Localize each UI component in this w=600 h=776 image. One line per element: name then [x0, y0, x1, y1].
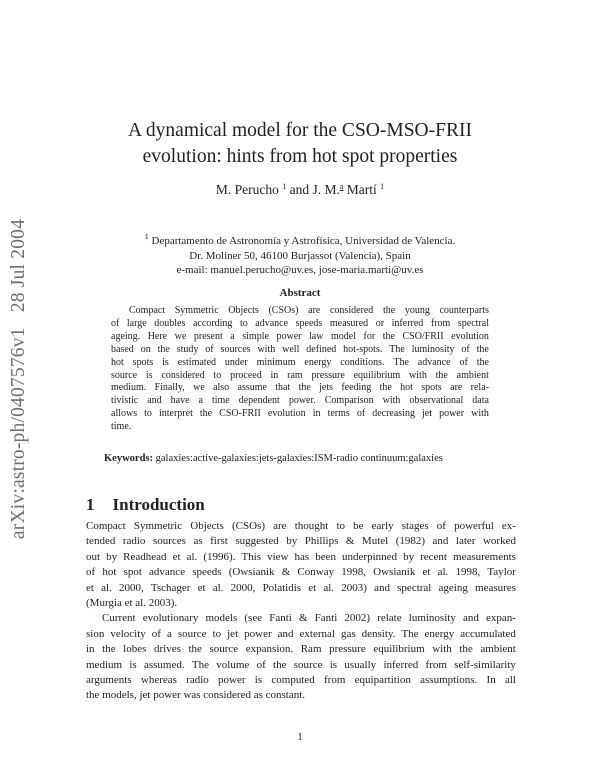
abstract-line: tivistic and have a time dependent power. Comparison with observational data: [111, 395, 489, 407]
abstract-line: hot spots is estimated under minimum energy conditions. The advance of the: [111, 356, 489, 368]
paragraph-2-line: in the lobes drives the source expansion. Ram pressure equilibrium with the ambient: [86, 643, 516, 656]
paragraph-1-line: (Murgia et al. 2003).: [86, 597, 178, 610]
paragraph-2-line: arguments whereas radio power is computed from equipartition assumptions. In all: [86, 674, 516, 687]
keywords-label: Keywords:: [104, 453, 153, 464]
author-1-affiliation-mark: 1: [282, 182, 287, 191]
paragraph-1-line: out by Readhead et al. (1996). This view has been underpinned by recent measurements: [86, 550, 516, 563]
affiliation-mark: 1: [144, 232, 149, 241]
abstract-line: medium. Finally, we also assume that the jets feeding the hot spots are rela-: [111, 382, 489, 394]
author-2-surname: Martí: [346, 182, 377, 197]
keywords-text: galaxies:active-galaxies:jets-galaxies:ISM-radio continuum:galaxies: [155, 453, 443, 464]
affiliation-line-1: [86, 230, 514, 249]
abstract-heading: Abstract: [279, 287, 321, 299]
affiliation-institution: Departamento de Astronomía y Astrofísica, Universidad de Valencia.: [151, 235, 456, 247]
abstract-line: time.: [111, 421, 132, 433]
author-list: [86, 182, 514, 198]
section-heading: [86, 495, 205, 515]
section-body: [86, 519, 516, 704]
author-1: M. Perucho: [215, 182, 279, 197]
page-number: 1: [297, 731, 303, 743]
paper-title: [86, 118, 514, 170]
abstract-body: [111, 305, 489, 434]
paragraph-1-line: tended radio sources as first suggested by Phillips & Mutel (1982) and later worked: [86, 535, 516, 548]
abstract-line: Compact Symmetric Objects (CSOs) are considered the young counterparts: [129, 305, 489, 316]
affiliation-block: [86, 230, 514, 278]
paragraph-2-line: sion velocity of a source to jet power and external gas density. The energy accumulated: [86, 627, 516, 640]
paragraph-2-line: Current evolutionary models (see Fanti & Fanti 2002) relate luminosity and expan-: [102, 612, 516, 625]
affiliation-email: e-mail: manuel.perucho@uv.es, jose-maria.marti@uv.es: [176, 264, 424, 276]
title-line-2: evolution: hints from hot spot properties: [142, 146, 458, 167]
paragraph-1-line: of hot spot advance speeds (Owsianik & Conway 1998, Owsianik et al. 1998, Taylor: [86, 566, 516, 579]
paragraph-1-line: et al. 2000, Tschager et al. 2000, Polatidis et al. 2003) and spectral ageing measures: [86, 581, 516, 594]
abstract-line: based on the study of sources with well defined hot-spots. The luminosity of the: [111, 343, 489, 355]
arxiv-identifier: arXiv:astro-ph/0407576v1 28 Jul 2004: [8, 218, 29, 540]
paragraph-1-line: Compact Symmetric Objects (CSOs) are thought to be early stages of powerful ex-: [86, 520, 516, 532]
title-line-1: A dynamical model for the CSO-MSO-FRII: [128, 120, 472, 141]
author-2-affiliation-mark: 1: [380, 182, 385, 191]
paragraph-2-line: medium is assumed. The volume of the source is usually inferred from self-similarity: [86, 658, 516, 671]
section-title: Introduction: [112, 495, 205, 514]
author-connector: and J. M.: [289, 182, 340, 197]
section-number: 1: [86, 495, 95, 514]
ordinal-mark: a: [339, 182, 344, 191]
abstract-line: ageing. Here we present a simple power law model for the CSO/FRII evolution: [111, 330, 489, 342]
arxiv-sidebar-stamp: [2, 204, 36, 554]
affiliation-line-2: Dr. Moliner 50, 46100 Burjassot (Valencia), Spain: [189, 249, 411, 262]
paragraph-2-line: the models, jet power was considered as constant.: [86, 689, 306, 702]
abstract-line: of large doubles according to advance speeds measured or inferred from spectral: [111, 317, 489, 329]
abstract-line: allows to interpret the CSO-FRII evolution in terms of decreasing jet power with: [111, 408, 489, 420]
keywords: [104, 453, 504, 464]
abstract-line: source is considered to proceed in ram pressure equilibrium with the ambient: [111, 369, 489, 381]
